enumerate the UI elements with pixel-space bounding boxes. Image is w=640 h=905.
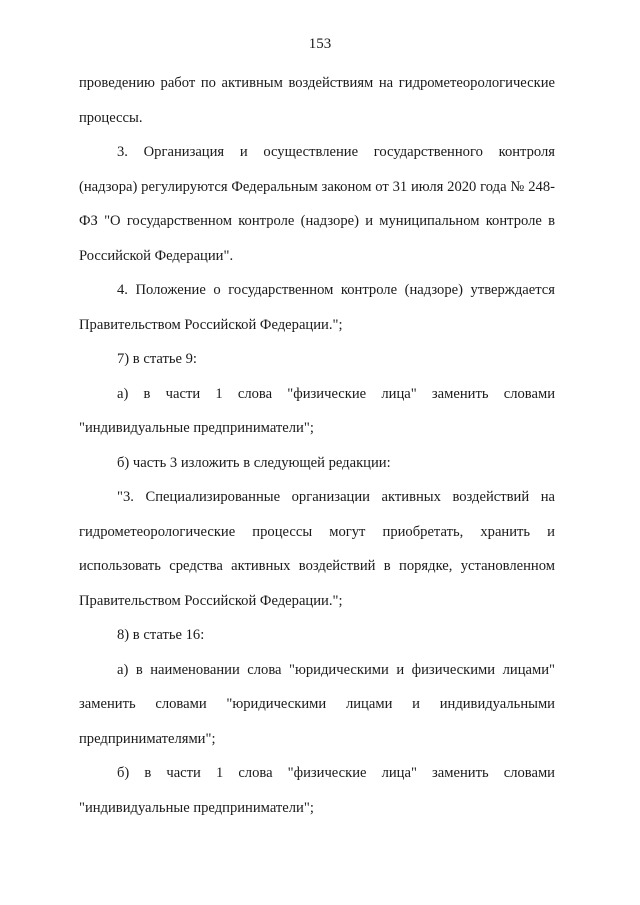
paragraph-item-8b: б) в части 1 слова "физические лица" заменить словами "индивидуальные предприниматели"; xyxy=(79,765,555,816)
paragraph-item-8: 8) в статье 16: xyxy=(117,627,205,643)
paragraph-clause-3: 3. Организация и осуществление государственного контроля (надзора) регулируются Федеральным законом от 31 июля 2020 года № 248-ФЗ "О государственном контроле (надзоре) и муниципальном контроле в Российской Федерации". xyxy=(79,144,555,264)
paragraph-continuation: проведению работ по активным воздействиям на гидрометеорологические процессы. xyxy=(79,75,555,126)
paragraph-item-8a: а) в наименовании слова "юридическими и физическими лицами" заменить словами "юридическими лицами и индивидуальными предпринимателями"; xyxy=(79,661,555,747)
paragraph-item-7a: а) в части 1 слова "физические лица" заменить словами "индивидуальные предприниматели"; xyxy=(79,385,555,436)
paragraph-item-7: 7) в статье 9: xyxy=(117,351,197,367)
paragraph-clause-4: 4. Положение о государственном контроле (надзоре) утверждается Правительством Российской Федерации."; xyxy=(79,282,555,333)
page-number: 153 xyxy=(308,36,332,52)
document-body xyxy=(79,66,555,825)
paragraph-item-7b: б) часть 3 изложить в следующей редакции: xyxy=(117,454,391,471)
paragraph-quoted-clause-3: "3. Специализированные организации активных воздействий на гидрометеорологические процессы могут приобретать, хранить и использовать средства активных воздействий в порядке, установленном Правительством Российской Федерации."; xyxy=(79,489,555,609)
